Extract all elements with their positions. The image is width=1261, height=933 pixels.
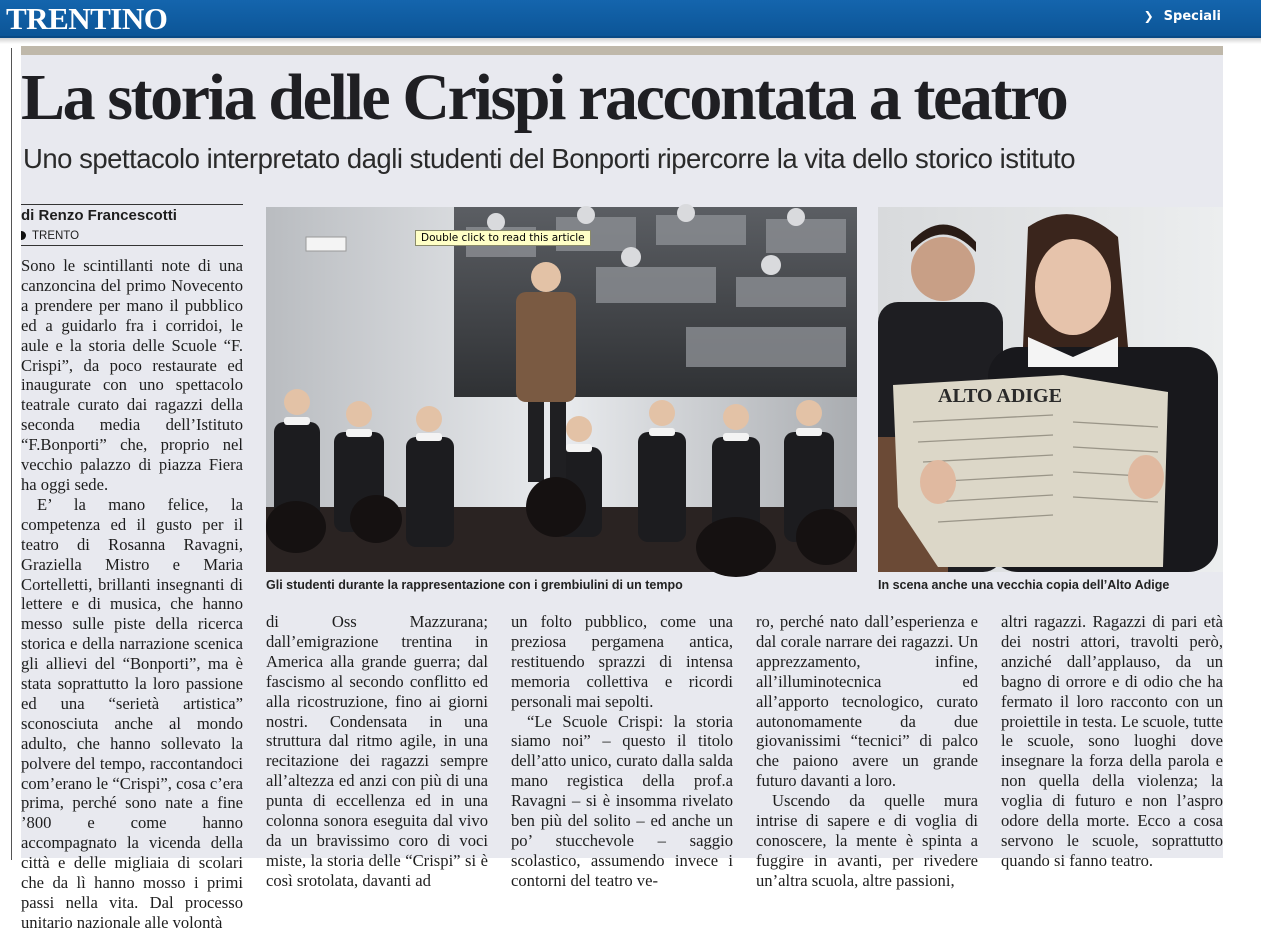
text-column-2 — [266, 612, 488, 890]
text-column-3 — [511, 612, 733, 890]
paragraph: un folto pubblico, come una preziosa pergamena antica, restituendo sprazzi di intensa memoria collettiva e ricordi personali mai sepolti. — [511, 612, 733, 711]
paragraph: Sono le scintillanti note di una canzoncina del primo Novecento a prendere per mano il pubblico ed a guidarlo fra i corridoi, le aule e la storia delle Scuole “F. Crispi”, da poco restaurate ed inaugurate con uno spettacolo teatrale curato dai ragazzi della seconda media dell’Istituto “F.Bonporti” che, proprio nel vecchio palazzo di piazza Fiera ha oggi sede. — [21, 256, 243, 494]
article-place — [21, 230, 79, 242]
chevron-right-icon: ❯ — [1143, 9, 1154, 23]
top-bar — [0, 0, 1261, 38]
top-bar-shadow — [0, 38, 1261, 44]
paragraph: E’ la mano felice, la competenza ed il gusto per il teatro di Rosanna Ravagni, Graziella Mistro e Maria Cortelletti, brillanti insegnanti di lettere e di musica, che hanno messo sulle piste della ricerca storica e della narrazione scenica gli allievi del “Bonporti”, ma è stata soprattutto la loro passione ed una “serietà artistica” sconosciuta anche al mondo adulto, che hanno sollevato la polvere del tempo, raccontandoci com’erano le “Crispi”, cosa c’era prima, perché sono nate a fine ’800 e come hanno accompagnato la vicenda della città e delle migliaia di scolari che da lì hanno mosso i primi passi nella vita. Dal processo unitario nazionale alle volontà — [21, 494, 243, 932]
byline-rule-top — [21, 204, 243, 205]
reader-photo-image — [878, 207, 1223, 572]
left-rule — [11, 48, 12, 860]
stage-photo-image — [266, 207, 857, 572]
article-byline: di Renzo Francescotti — [21, 207, 177, 224]
article-subheadline: Uno spettacolo interpretato dagli studenti del Bonporti ripercorre la vita dello storico istituto — [23, 143, 1076, 174]
paragraph: ro, perché nato dall’esperienza e dal corale narrare dei ragazzi. Un apprezzamento, infine, all’illuminotecnica ed all’apporto tecnologico, curato autonomamente da due giovanissimi “tecnici” di palco che paiono avere un grande futuro davanti a loro. — [756, 612, 978, 791]
byline-rule-bottom — [21, 245, 243, 246]
text-column-4 — [756, 612, 978, 890]
article-headline: La storia delle Crispi raccontata a teatro — [21, 61, 1067, 134]
paragraph: “Le Scuole Crispi: la storia siamo noi” – questo il titolo dell’atto unico, curato dalla salda mano registica della prof.a Ravagni – si è insomma rivelato ben più del solito – ed anche un po’ stucchevole – saggio scolastico, assumendo invece i contorni del teatro ve- — [511, 711, 733, 890]
text-column-5 — [1001, 612, 1223, 870]
read-article-tooltip: Double click to read this article — [415, 230, 591, 246]
paragraph: Uscendo da quelle mura intrise di sapere e di voglia di conoscere, la mente è spinta a fuggire in avanti, per rivedere un’altra scuola, altre passioni, — [756, 791, 978, 890]
place-label: TRENTO — [32, 230, 80, 242]
photo1-caption: Gli studenti durante la rappresentazione con i grembiulini di un tempo — [266, 578, 683, 592]
brand-logo[interactable]: TRENTINO — [6, 1, 168, 36]
speciali-label: Speciali — [1163, 9, 1221, 24]
photo2-caption: In scena anche una vecchia copia dell’Alto Adige — [878, 578, 1170, 592]
article-page[interactable] — [21, 46, 1223, 932]
section-bar — [21, 46, 1223, 55]
paragraph: altri ragazzi. Ragazzi di pari età dei nostri attori, travolti però, anziché dall’applauso, da un bagno di orrore e di odio che ha fermato il loro racconto con un proiettile in testa. Le scuole, tutte le scuole, sono luoghi dove insegnare la forza della parola e non quella della violenza; la voglia di futuro e non l’aspro odore della morte. Ecco a cosa servono le scuole, soprattutto quando si fanno teatro. — [1001, 612, 1223, 870]
stage-photo[interactable] — [266, 207, 857, 572]
reader-photo[interactable] — [878, 207, 1223, 572]
text-column-1 — [21, 256, 243, 932]
newspaper-masthead: ALTO ADIGE — [938, 385, 1062, 407]
paragraph: di Oss Mazzurana; dall’emigrazione trentina in America alla grande guerra; dal fascismo al secondo conflitto ed alla ricostruzione, fino ai giorni nostri. Condensata in una struttura dal ritmo agile, in una recitazione dei ragazzi sempre all’altezza ed anzi con più di una punta di eccellenza ed in una colonna sonora eseguita dal vivo da un bravissimo coro di voci miste, la storia delle “Crispi” si è così srotolata, davanti ad — [266, 612, 488, 890]
speciali-link[interactable] — [1144, 9, 1221, 24]
bullet-icon — [21, 231, 26, 240]
